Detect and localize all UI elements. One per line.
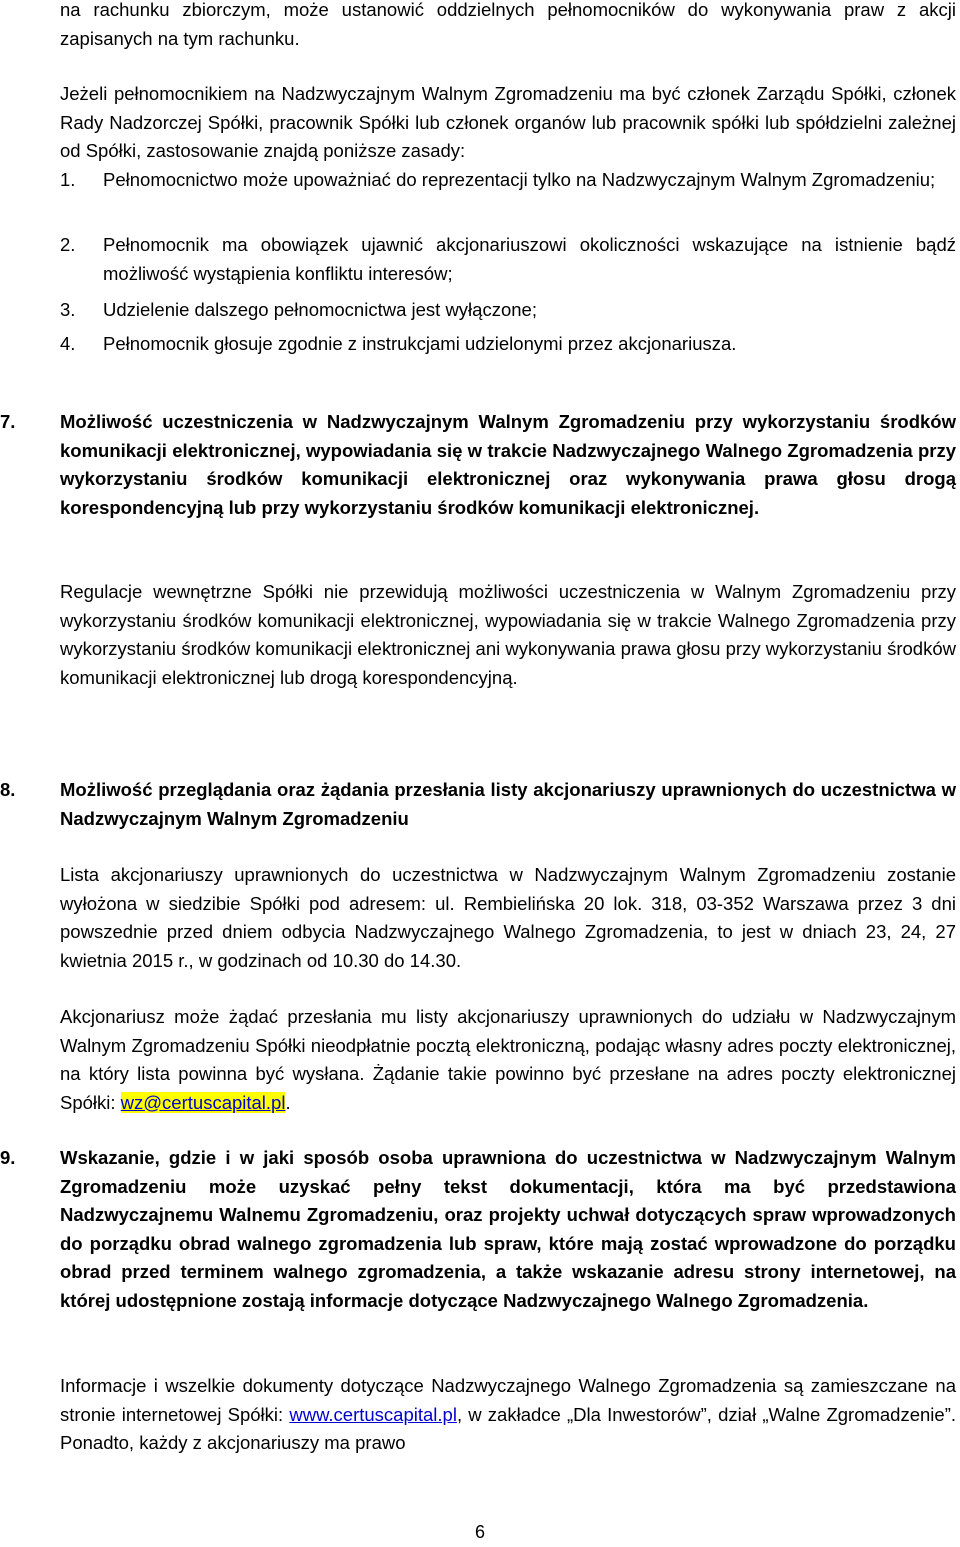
request-text: Akcjonariusz może żądać przesłania mu listy akcjonariuszy uprawnionych do udziału w Nadzwyczajnym Walnym Zgromadzeniu Spółki nieodpłatnie pocztą elektroniczną, podając własny adres poczty elektronicznej, na który lista powinna być wysłana. Żądanie takie powinno być przesłane na adres poczty elektronicznej Spółki: [60,1006,956,1113]
list-number: 4. [60,333,76,354]
website-link[interactable]: www.certuscapital.pl [289,1403,457,1425]
list-item [60,296,956,325]
list-text: Pełnomocnictwo może upoważniać do reprezentacji tylko na Nadzwyczajnym Walnym Zgromadzeniu; [103,169,936,190]
list-number: 2. [60,234,76,255]
page-number: 6 [474,1522,485,1542]
section-number: 7. [0,411,16,432]
list-item [60,330,956,359]
section-number: 8. [0,779,16,800]
list-text: Pełnomocnik ma obowiązek ujawnić akcjonariuszowi okoliczności wskazujące na istnienie bądź możliwość wystąpienia konfliktu interesów; [103,234,956,284]
section-title: Wskazanie, gdzie i w jaki sposób osoba uprawniona do uczestnictwa w Nadzwyczajnym Walnym Zgromadzeniu może uzyskać pełny tekst dokumentacji, która ma być przedstawiona Nadzwyczajnemu Walnemu Zgromadzeniu, oraz projekty uchwał dotyczących spraw wprowadzonych do porządku obrad walnego zgromadzenia lub spraw, które mają zostać wprowadzone do porządku obrad przed terminem walnego zgromadzenia, a także wskazanie adresu strony internetowej, na której udostępnione zostają informacje dotyczące Nadzwyczajnego Walnego Zgromadzenia. [60,1147,956,1311]
section-title: Możliwość uczestniczenia w Nadzwyczajnym Walnym Zgromadzeniu przy wykorzystaniu środków komunikacji elektronicznej, wypowiadania się w trakcie Nadzwyczajnego Walnego Zgromadzenia przy wykorzystaniu środków komunikacji elektronicznej oraz wykonywania prawa głosu drogą korespondencyjną lub przy wykorzystaniu środków komunikacji elektronicznej. [60,411,956,518]
section-8-heading [0,776,956,833]
section-title: Możliwość przeglądania oraz żądania przesłania listy akcjonariuszy uprawnionych do uczestnictwa w Nadzwyczajnym Walnym Zgromadzeniu [60,779,956,829]
list-number: 3. [60,299,76,320]
list-text: Udzielenie dalszego pełnomocnictwa jest wyłączone; [103,299,537,320]
paragraph-intro: na rachunku zbiorczym, może ustanowić oddzielnych pełnomocników do wykonywania praw z akcji zapisanych na tym rachunku. [60,0,956,49]
section-number: 9. [0,1147,16,1168]
paragraph-proxy-rules: Jeżeli pełnomocnikiem na Nadzwyczajnym Walnym Zgromadzeniu ma być członek Zarządu Spółki, członek Rady Nadzorczej Spółki, pracownik Spółki lub członek organów lub pracownik spółki lub spółdzielni zależnej od Spółki, zastosowanie znajdą poniższe zasady: [60,83,956,161]
paragraph-documents [60,1372,956,1458]
list-number: 1. [60,169,76,190]
email-link[interactable]: wz@certuscapital.pl [120,1091,286,1113]
documents-end: , w zakładce „Dla Inwestorów”, dział „Walne Zgromadzenie”. Ponadto, każdy z akcjonariuszy ma prawo [60,1403,956,1453]
paragraph-section-7: Regulacje wewnętrzne Spółki nie przewidują możliwości uczestniczenia w Walnym Zgromadzeniu przy wykorzystaniu środków komunikacji elektronicznej, wypowiadania się w trakcie Walnego Zgromadzenia przy wykorzystaniu środków komunikacji elektronicznej ani wykonywania prawa głosu przy wykorzystaniu środków komunikacji elektronicznej lub drogą korespondencyjną. [60,581,956,688]
documents-text: Informacje i wszelkie dokumenty dotyczące Nadzwyczajnego Walnego Zgromadzenia są zamieszczane na stronie internetowej Spółki: [60,1375,956,1425]
request-end: . [285,1091,291,1113]
section-7-heading [0,408,956,522]
paragraph-request-list [60,1003,956,1117]
list-item [60,166,956,195]
section-9-heading [0,1144,956,1315]
paragraph-shareholder-list: Lista akcjonariuszy uprawnionych do uczestnictwa w Nadzwyczajnym Walnym Zgromadzeniu zostanie wyłożona w siedzibie Spółki pod adresem: ul. Rembielińska 20 lok. 318, 03-352 Warszawa przez 3 dni powszednie przed dniem odbycia Nadzwyczajnego Walnego Zgromadzenia, to jest w dniach 23, 24, 27 kwietnia 2015 r., w godzinach od 10.30 do 14.30. [60,864,956,971]
list-item [60,231,956,288]
list-text: Pełnomocnik głosuje zgodnie z instrukcjami udzielonymi przez akcjonariusza. [103,333,737,354]
